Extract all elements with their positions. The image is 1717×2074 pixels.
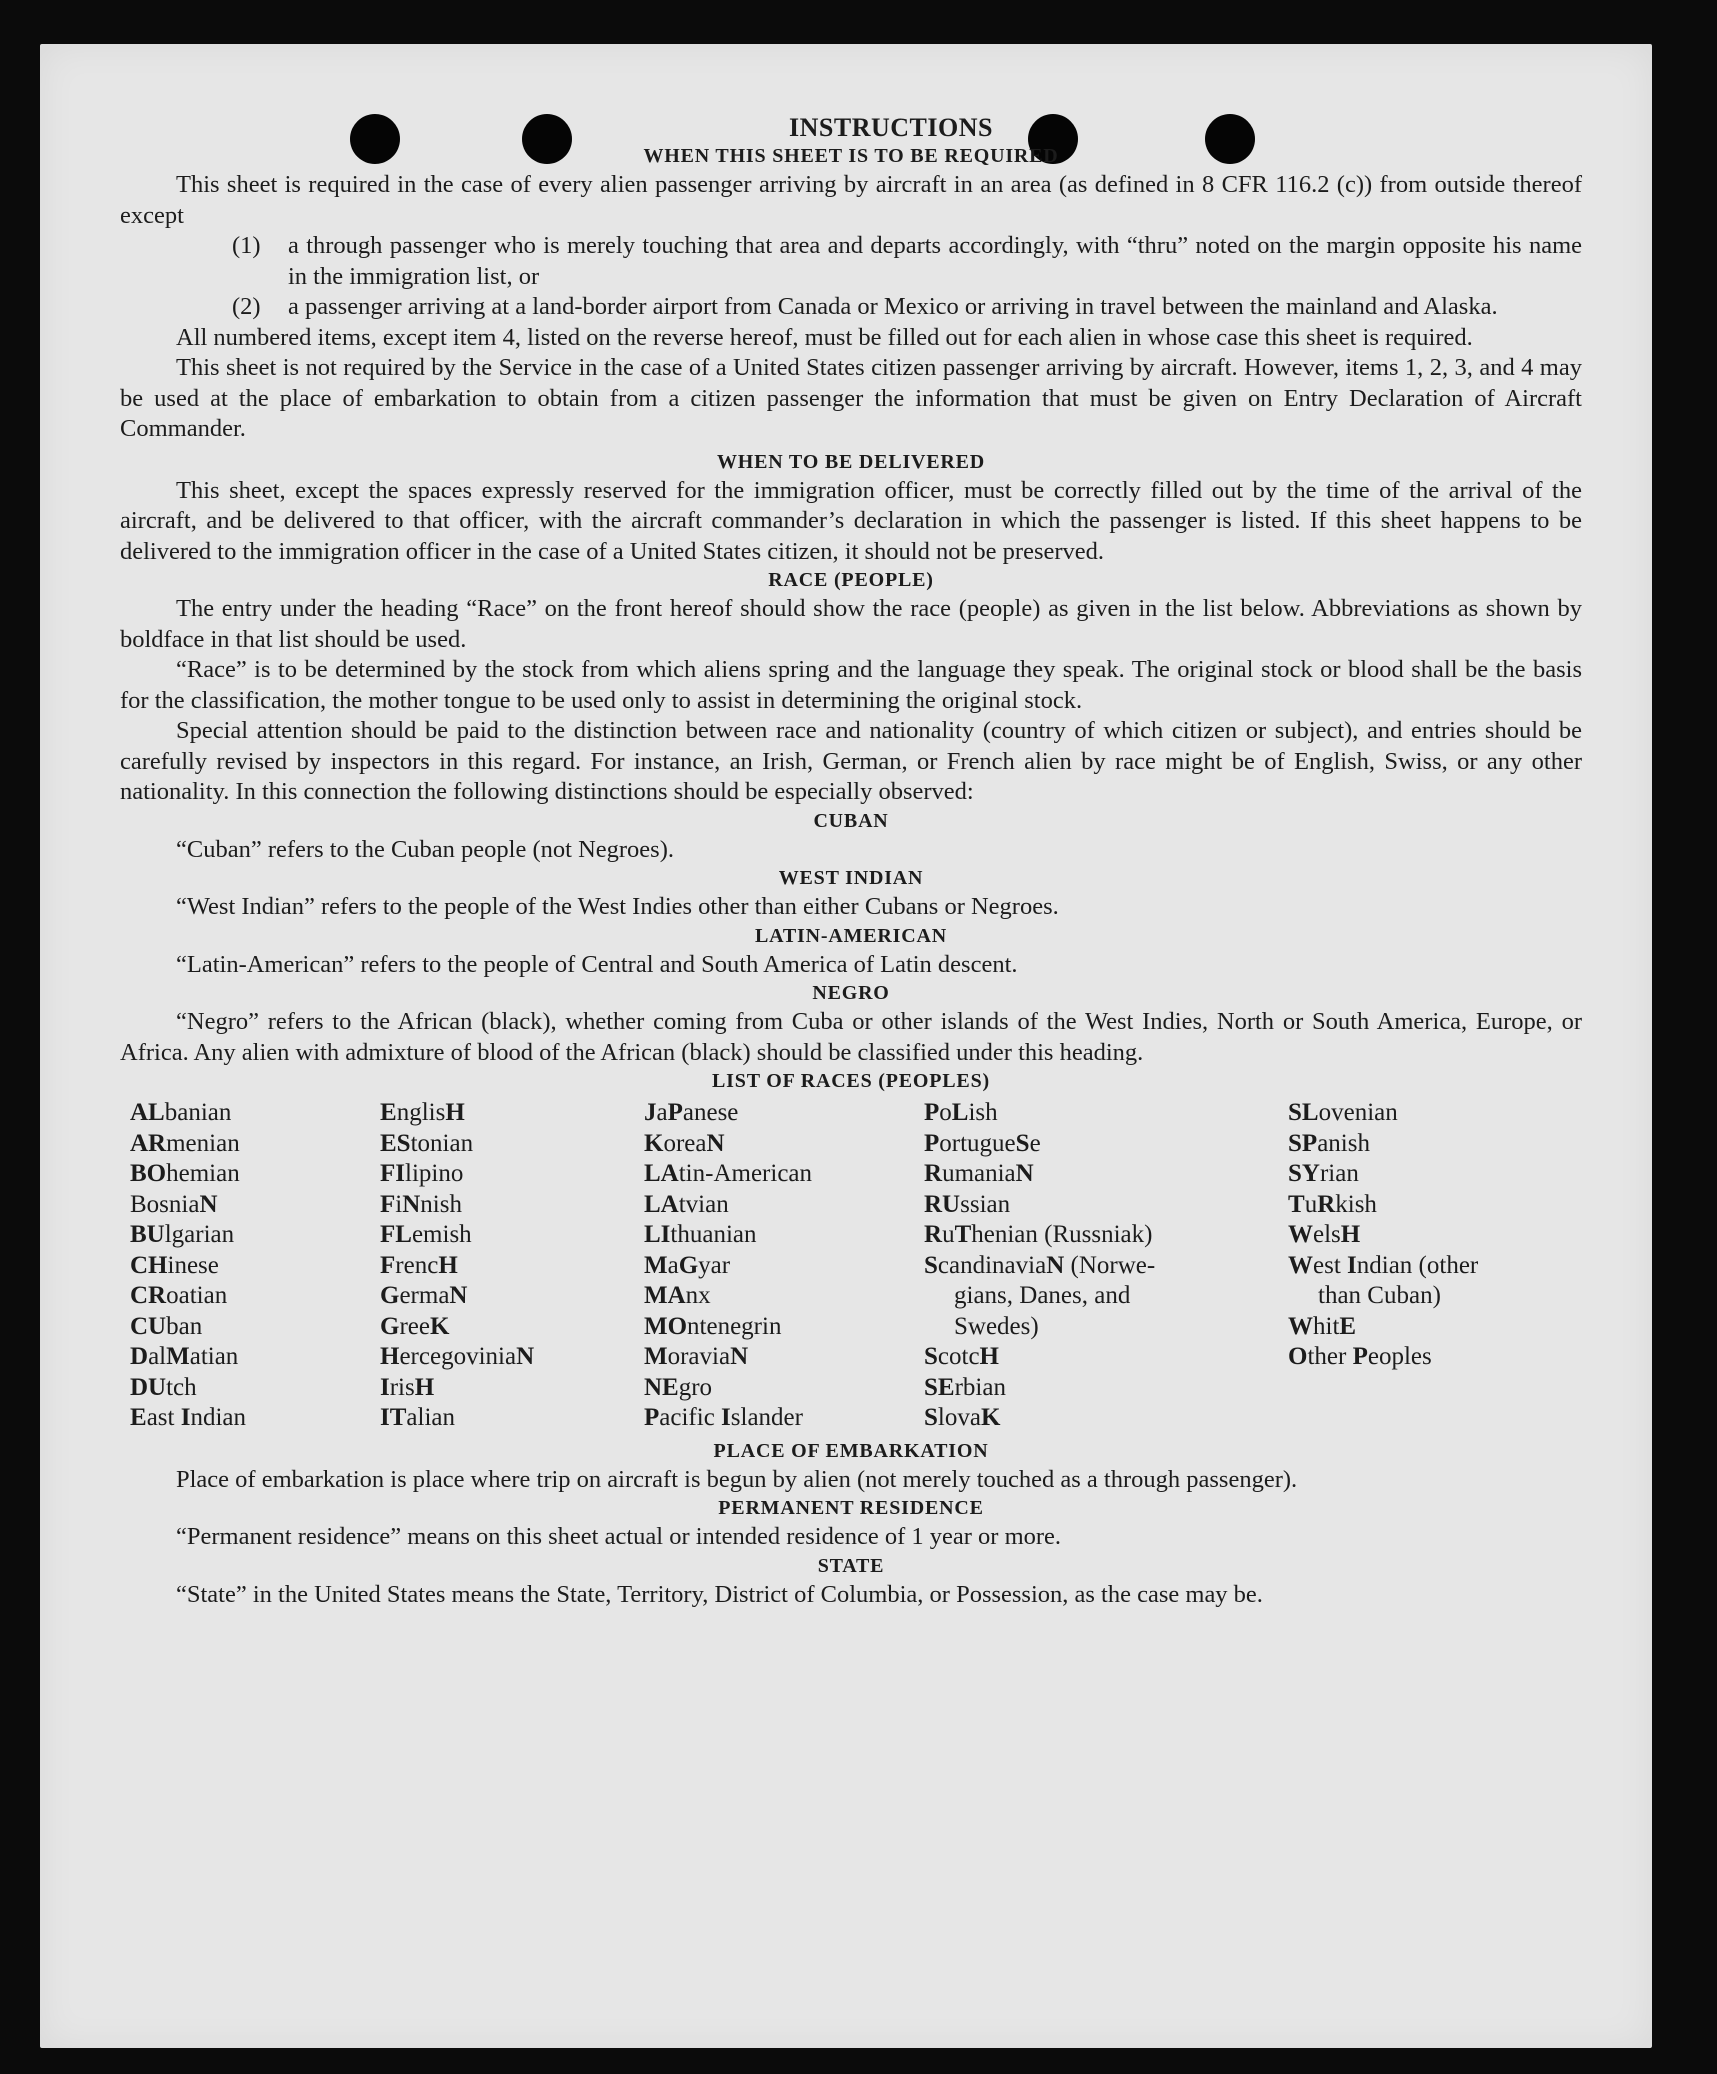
section-heading: PLACE OF EMBARKATION [713,1439,989,1462]
race-text: eoples [1367,1343,1432,1370]
race-entry [924,1312,1288,1343]
race-text: henian (Russniak) [971,1221,1153,1248]
race-entry [380,1129,644,1160]
race-text: ndian (other [1356,1251,1479,1279]
section-heading: PERMANENT RESIDENCE [718,1497,984,1519]
paragraph: Special attention should be paid to the distinction between race and nationality (country of which citizen or subject), and entries should be carefully revised by inspectors in this regard. For instance, an Irish, German, or French alien by race might be of English, Swiss, or any other nationality. In this connection the following distinctions should be especially observed: [120,717,1582,805]
race-text: tonian [410,1129,474,1157]
race-text: menian [166,1129,240,1157]
race-abbrev: H [979,1343,999,1370]
race-text: alian [406,1404,455,1431]
race-text: Bosnia [130,1190,200,1218]
race-entry [130,1098,380,1129]
race-text: atian [189,1343,239,1370]
race-entry [380,1281,644,1312]
race-entry [130,1342,380,1373]
race-abbrev: P [1352,1343,1368,1370]
race-text: orea [663,1129,707,1157]
race-abbrev: N [730,1343,749,1370]
paragraph: The entry under the heading “Race” on the front hereof should show the race (people) as given in the list below. Abbreviations as shown by boldface in that list should be used. [120,595,1582,653]
race-abbrev: K [429,1312,450,1340]
race-entry [644,1251,924,1282]
race-text: oatian [166,1282,228,1309]
item-text: a through passenger who is merely touching that area and departs accordingly, with “thru” noted on the margin opposite his name in the immigration list, or [288,232,1582,290]
race-abbrev: CH [130,1251,168,1279]
race-entry [130,1251,380,1282]
section-heading: WHEN THIS SHEET IS TO BE REQUIRED [643,145,1059,167]
section-heading: LIST OF RACES (PEOPLES) [712,1070,990,1092]
race-entry [1288,1281,1548,1312]
race-entry [1288,1220,1548,1251]
race-text: ish [968,1099,998,1126]
race-text: thuanian [670,1221,757,1248]
race-column [924,1098,1288,1434]
race-abbrev: P [924,1129,940,1157]
race-text: e [1029,1129,1041,1157]
race-abbrev: R [1317,1190,1336,1218]
section-heading: STATE [817,1554,885,1577]
race-text: els [1313,1221,1341,1248]
race-text: a [656,1099,668,1126]
race-text: ercegovinia [399,1343,517,1370]
race-abbrev: P [644,1404,660,1431]
race-abbrev: H [1340,1221,1361,1248]
race-entry [380,1251,644,1282]
race-abbrev: H [438,1251,458,1279]
race-abbrev: BO [130,1160,167,1187]
item-text: a passenger arriving at a land-border airport from Canada or Mexico or arriving in travel between the mainland and Alaska. [288,293,1498,320]
race-text: hemian [166,1160,240,1187]
race-abbrev: P [667,1099,683,1126]
race-abbrev: AL [130,1099,165,1126]
race-entry [130,1129,380,1160]
race-abbrev: CR [130,1282,167,1309]
race-text: ortugue [939,1129,1016,1157]
section-heading: WEST INDIAN [778,867,924,889]
race-abbrev: SL [1288,1099,1319,1126]
race-abbrev: G [678,1251,699,1279]
race-abbrev: N [449,1282,468,1309]
race-entry [380,1373,644,1404]
race-abbrev: R [924,1160,943,1187]
race-abbrev: F [380,1251,396,1279]
race-abbrev: N [706,1129,725,1157]
race-entry [924,1373,1288,1404]
race-abbrev: F [380,1190,396,1218]
paragraph: All numbered items, except item 4, listed on the reverse hereof, must be filled out for each alien in whose case this sheet is required. [176,323,1473,351]
race-column [130,1098,380,1434]
race-abbrev: MA [644,1282,686,1309]
race-entry [644,1190,924,1221]
race-text: a [667,1251,679,1279]
race-list [130,1098,1582,1434]
race-abbrev: D [130,1343,149,1370]
race-entry [380,1190,644,1221]
race-abbrev: SY [1288,1160,1320,1187]
race-entry [924,1342,1288,1373]
race-entry [380,1342,644,1373]
race-entry [1288,1342,1548,1373]
race-text: tvian [678,1190,729,1218]
race-text: oravia [667,1343,731,1370]
race-text: nx [685,1282,711,1309]
race-abbrev: E [1339,1312,1357,1340]
race-entry [130,1312,380,1343]
race-abbrev: T [1288,1190,1305,1218]
page-title: INSTRUCTIONS [789,113,993,142]
race-abbrev: BU [130,1221,165,1248]
race-abbrev: M [644,1251,668,1279]
race-abbrev: H [414,1373,435,1401]
race-text: inese [167,1251,219,1279]
race-entry [380,1403,644,1434]
race-text: banian [164,1099,232,1126]
race-text: yar [698,1251,731,1279]
race-entry [644,1281,924,1312]
paragraph: “Race” is to be determined by the stock from which aliens spring and the language they speak. The original stock or blood shall be the basis for the classification, the mother tongue to be used only to assist in determining the original stock. [120,656,1582,714]
race-abbrev: W [1288,1312,1313,1340]
race-entry [380,1220,644,1251]
race-abbrev: I [380,1373,390,1401]
race-text: acific [659,1404,722,1431]
instructions-body [120,113,1582,1610]
list-item [120,292,1582,323]
race-text: ast [146,1404,181,1431]
race-text: al [148,1343,167,1370]
race-abbrev: FL [380,1221,412,1248]
section-heading: LATIN-AMERICAN [755,924,947,947]
race-entry [130,1403,380,1434]
race-text: Swedes) [954,1312,1039,1340]
race-abbrev: SE [924,1373,955,1401]
race-column [644,1098,924,1434]
race-abbrev: N [199,1190,218,1218]
race-entry [644,1159,924,1190]
race-text: lova [937,1404,981,1431]
race-text: renc [395,1251,439,1279]
race-text: rbian [954,1373,1006,1401]
race-entry [644,1373,924,1404]
race-entry [924,1220,1288,1251]
race-text: emish [411,1221,472,1248]
section-heading: WHEN TO BE DELIVERED [716,450,986,473]
paragraph: “Latin-American” refers to the people of Central and South America of Latin descent. [176,950,1018,978]
race-abbrev: AR [130,1129,167,1157]
race-entry [924,1159,1288,1190]
race-entry [924,1403,1288,1434]
race-abbrev: K [980,1404,1001,1431]
race-abbrev: H [445,1099,465,1126]
race-text: ree [399,1312,430,1340]
race-abbrev: K [644,1129,664,1157]
section-heading: NEGRO [812,982,890,1004]
race-text: ban [166,1312,203,1340]
race-abbrev: T [954,1221,972,1248]
race-text: u [942,1221,955,1248]
race-text: (Norwe- [1064,1251,1156,1279]
race-text: umania [942,1160,1016,1187]
race-text: ther [1307,1343,1353,1370]
race-abbrev: L [951,1099,969,1126]
race-entry [130,1190,380,1221]
race-abbrev: NE [644,1373,679,1401]
race-abbrev: R [924,1221,943,1248]
race-text: tch [166,1373,197,1401]
race-text: i [395,1190,403,1218]
race-abbrev: N [1046,1251,1065,1279]
race-text: erma [399,1282,450,1309]
race-abbrev: G [380,1282,400,1309]
race-entry [130,1281,380,1312]
paragraph: “State” in the United States means the State, Territory, District of Columbia, or Possession, as the case may be. [176,1580,1263,1608]
race-text: tin-American [678,1160,813,1187]
race-text: u [1304,1190,1318,1218]
race-abbrev: I [721,1404,731,1431]
race-abbrev: LI [644,1221,671,1248]
race-entry [130,1220,380,1251]
race-entry [380,1159,644,1190]
section-heading: CUBAN [813,809,889,832]
race-text: gians, Danes, and [954,1282,1131,1309]
race-text: cotc [937,1343,980,1370]
race-abbrev: H [380,1343,400,1370]
race-abbrev: RU [924,1190,961,1218]
race-column [1288,1098,1548,1434]
race-abbrev: I [180,1404,191,1431]
race-text: candinavia [937,1251,1047,1279]
race-abbrev: N [1015,1160,1034,1187]
race-text: than Cuban) [1318,1282,1441,1309]
race-text: hit [1313,1312,1340,1340]
race-entry [1288,1129,1548,1160]
race-abbrev: I [1347,1251,1357,1279]
paragraph: This sheet is not required by the Service in the case of a United States citizen passenger arriving by aircraft. However, items 1, 2, 3, and 4 may be used at the place of embarkation to obtain from a citizen passenger the information that must be given on Entry Declaration of Aircraft Commander. [120,354,1582,442]
race-entry [924,1190,1288,1221]
race-abbrev: N [402,1190,421,1218]
race-abbrev: G [380,1312,400,1340]
race-entry [644,1342,924,1373]
race-text: ssian [960,1190,1011,1218]
race-text: anish [1317,1129,1370,1157]
race-entry [130,1159,380,1190]
race-abbrev: ES [380,1129,411,1157]
race-column [380,1098,644,1434]
race-entry [924,1251,1288,1282]
race-abbrev: N [516,1343,535,1370]
race-entry [1288,1190,1548,1221]
race-entry [130,1373,380,1404]
paragraph: “Cuban” refers to the Cuban people (not Negroes). [176,835,674,863]
race-text: o [939,1099,952,1126]
race-entry [644,1403,924,1434]
race-abbrev: J [644,1099,657,1126]
race-entry [380,1312,644,1343]
race-entry [924,1129,1288,1160]
race-abbrev: P [924,1099,940,1126]
race-abbrev: W [1288,1221,1313,1248]
paragraph: “Negro” refers to the African (black), whether coming from Cuba or other islands of the West Indies, North or South America, Europe, or Africa. Any alien with admixture of blood of the African (black) should be classified under this heading. [120,1008,1582,1066]
paragraph: This sheet is required in the case of every alien passenger arriving by aircraft in an area (as defined in 8 CFR 116.2 (c)) from outside thereof except [120,171,1582,229]
race-abbrev: LA [644,1160,679,1187]
race-abbrev: S [1015,1129,1030,1157]
paragraph: Place of embarkation is place where trip on aircraft is begun by alien (not merely touched as a through passenger). [176,1465,1298,1493]
race-abbrev: S [924,1404,938,1431]
race-text: ndian [190,1404,246,1431]
section-heading: RACE (PEOPLE) [768,569,934,591]
race-abbrev: S [924,1343,938,1370]
race-entry [1288,1312,1548,1343]
race-abbrev: FI [380,1160,405,1187]
race-text: slander [730,1404,803,1431]
race-entry [1288,1251,1548,1282]
race-abbrev: IT [380,1404,407,1431]
race-text: ris [389,1373,415,1401]
race-text: rian [1319,1160,1359,1187]
race-abbrev: M [166,1343,190,1370]
race-text: gro [678,1373,713,1401]
race-entry [644,1098,924,1129]
race-entry [1288,1159,1548,1190]
race-text: ovenian [1318,1099,1398,1126]
race-text: nglis [396,1099,446,1126]
race-abbrev: E [130,1404,147,1431]
race-text: lgarian [164,1221,235,1248]
item-number: (2) [232,293,261,320]
race-abbrev: CU [130,1312,167,1340]
race-abbrev: LA [644,1190,679,1218]
race-entry [924,1098,1288,1129]
race-text: anese [682,1099,739,1126]
race-text: ntenegrin [687,1312,782,1340]
race-text: est [1313,1251,1348,1279]
race-entry [1288,1098,1548,1129]
race-abbrev: MO [644,1312,688,1340]
list-item [120,231,1582,292]
race-abbrev: SP [1288,1129,1318,1157]
race-entry [380,1098,644,1129]
race-abbrev: O [1288,1343,1308,1370]
race-entry [924,1281,1288,1312]
item-number: (1) [232,232,261,259]
race-abbrev: W [1288,1251,1313,1279]
race-abbrev: DU [130,1373,167,1401]
race-entry [644,1312,924,1343]
paragraph: “West Indian” refers to the people of the West Indies other than either Cubans or Negroes. [176,893,1059,920]
race-text: kish [1335,1190,1377,1218]
paragraph: “Permanent residence” means on this sheet actual or intended residence of 1 year or more. [176,1523,1062,1550]
race-entry [644,1129,924,1160]
race-text: nish [420,1190,462,1218]
race-abbrev: E [380,1099,397,1126]
race-text: lipino [405,1160,464,1187]
race-abbrev: S [924,1251,938,1279]
race-entry [644,1220,924,1251]
paragraph: This sheet, except the spaces expressly reserved for the immigration officer, must be correctly filled out by the time of the arrival of the aircraft, and be delivered to that officer, with the aircraft commander’s declaration in which the passenger is listed. If this sheet happens to be delivered to the immigration officer in the case of a United States citizen, it should not be preserved. [120,476,1582,565]
race-abbrev: M [644,1343,668,1370]
